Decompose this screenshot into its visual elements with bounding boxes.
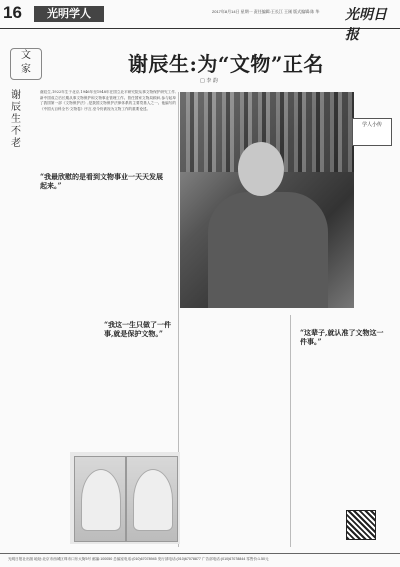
portrait-head	[238, 142, 284, 196]
book-covers-photo	[70, 452, 180, 544]
portrait-body	[208, 192, 328, 308]
book-cover-right	[126, 456, 178, 542]
book-cover-left	[74, 456, 126, 542]
article-byline: □ 李 韵	[200, 78, 218, 84]
masthead-logo: 光明日报	[345, 7, 387, 43]
pull-quote-2-text: “我这一生只做了一件事,就是保护文物。”	[104, 320, 172, 338]
qr-code-icon	[346, 510, 376, 540]
article-intro: 谢辰生,1922年生于北京,1946年至1948年在国立北平研究院从事文物保护研究工作,新中国成立后长期从事文物保护和文物事业管理工作。曾任国家文物局顾问,参与起草了我国第一部《文物保护法》,是我国文物保护法律体系的主要奠基人之一。他编写的《中国大百科全书·文物卷》序言,至今仍被视为文物工作的重要论述。	[40, 90, 176, 111]
column-divider	[290, 315, 291, 547]
section-tab: 光明学人	[34, 6, 104, 22]
pull-quote-3-text: “这辈子,就认准了文物这一件事。”	[300, 328, 384, 346]
column-logo	[10, 48, 42, 80]
bio-box-label: 学人小传	[352, 118, 392, 146]
pull-quote-1-text: “我最欣慰的是看到文物事业一天天发展起来。”	[40, 172, 164, 190]
page-footer: 光明日报社出版 地址:北京市西城区珠市口东大街5号 邮编:100050 总编室电话:(010)67078945 发行部电话:(010)67078877 广告部电话:(010)67078844 零售价:1.50元	[0, 553, 400, 564]
page-number: 16	[3, 3, 22, 22]
date-line: 2017年8月14日 星期一 责任编辑:王长江 王刚 版式编辑:陈 华	[212, 9, 320, 14]
pull-quote-2	[104, 320, 174, 338]
logo-char-1: 文	[21, 50, 31, 61]
vertical-title: 谢辰生不老	[11, 90, 21, 149]
pull-quote-1	[40, 172, 170, 190]
pull-quote-3	[300, 328, 390, 346]
logo-char-2: 家	[21, 64, 31, 75]
article-headline: 谢辰生:为“文物”正名	[128, 52, 324, 76]
portrait-photo	[180, 92, 354, 308]
